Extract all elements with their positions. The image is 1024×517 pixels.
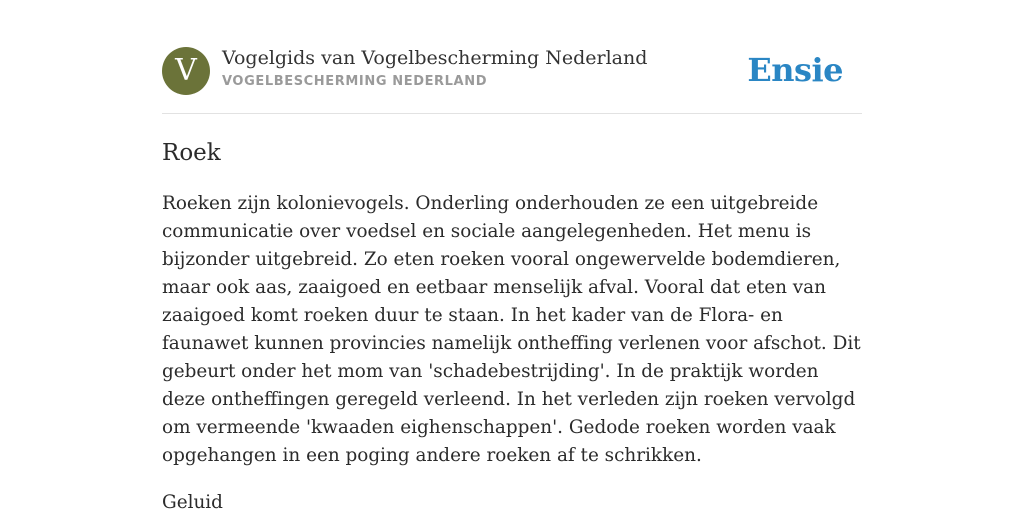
publication-header: [162, 46, 862, 96]
ensie-logo[interactable]: Ensie: [747, 51, 843, 89]
section-heading-geluid: Geluid: [162, 492, 223, 513]
article-body: Roeken zijn kolonievogels. Onderling onderhouden ze een uitgebreide communicatie over voedsel en sociale aangelegenheden. Het menu is bijzonder uitgebreid. Zo eten roeken vooral ongewervelde bodemdieren, maar ook aas, zaaigoed en eetbaar menselijk afval. Vooral dat eten van zaaigoed komt roeken duur te staan. In het kader van de Flora- en faunawet kunnen provincies namelijk ontheffing verlenen voor afschot. Dit gebeurt onder het mom van 'schadebestrijding'. In de praktijk worden deze ontheffingen geregeld verleend. In het verleden zijn roeken vervolgd om vermeende 'kwaaden eighenschappen'. Gedode roeken worden vaak opgehangen in een poging andere roeken af te schrikken.: [162, 193, 861, 466]
publication-title[interactable]: Vogelgids van Vogelbescherming Nederland: [222, 47, 648, 69]
header-divider: [162, 113, 862, 114]
article-title: Roek: [162, 140, 221, 166]
publisher-name[interactable]: VOGELBESCHERMING NEDERLAND: [222, 74, 488, 89]
publication-avatar[interactable]: V: [162, 47, 210, 95]
